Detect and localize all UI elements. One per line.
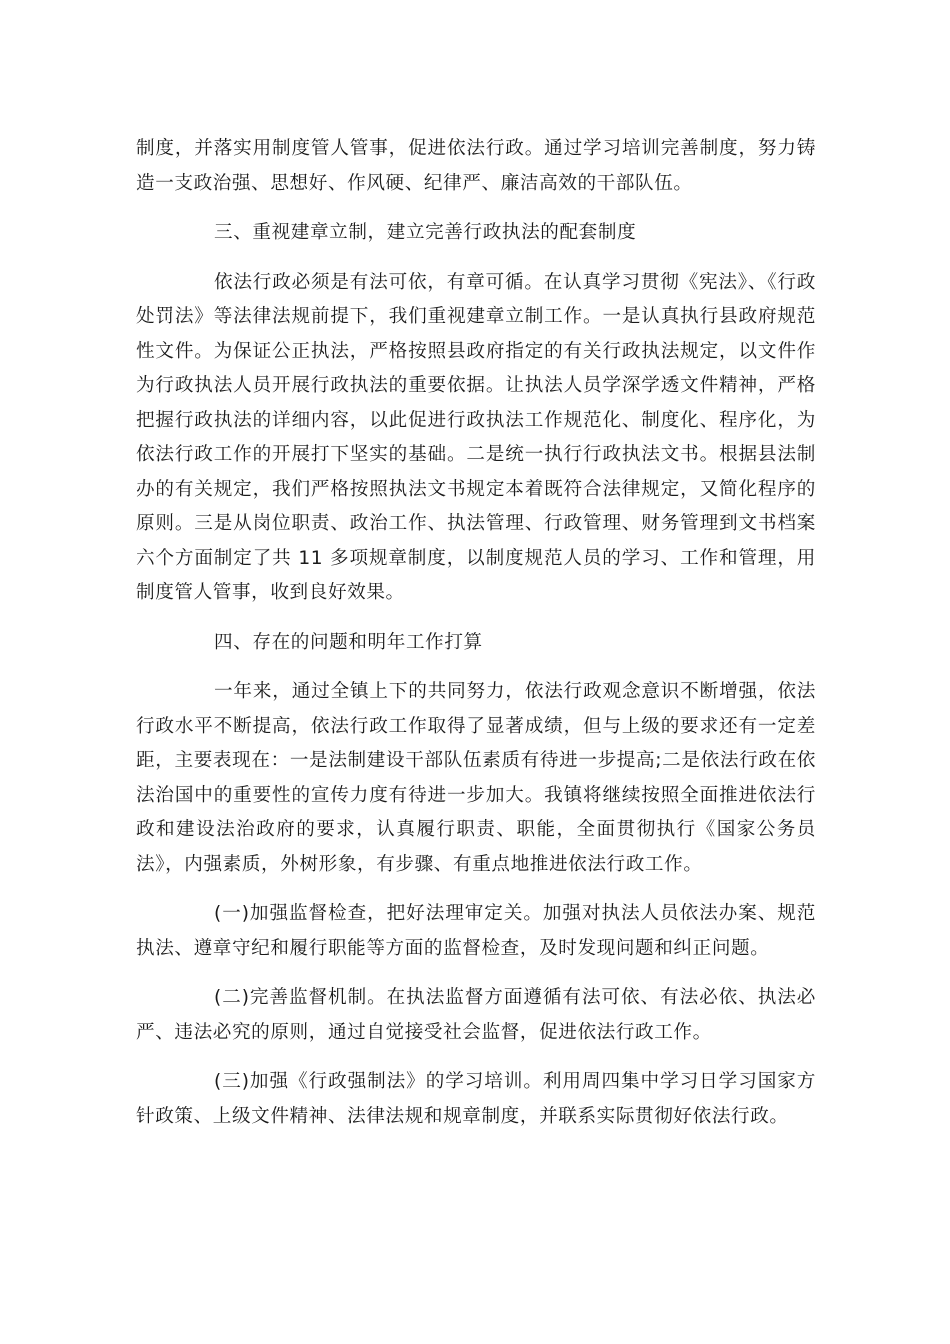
paragraph-item-one: (一)加强监督检查，把好法理审定关。加强对执法人员依法办案、规范执法、遵章守纪和履行职能等方面的监督检查，及时发现问题和纠正问题。 bbox=[136, 903, 816, 959]
paragraph-item-three: (三)加强《行政强制法》的学习培训。利用周四集中学习日学习国家方针政策、上级文件精神、法律法规和规章制度，并联系实际贯彻好依法行政。 bbox=[136, 1071, 816, 1127]
document-body bbox=[136, 132, 816, 1149]
section-heading-three: 三、重视建章立制，建立完善行政执法的配套制度 bbox=[214, 222, 637, 243]
section-heading-four: 四、存在的问题和明年工作打算 bbox=[214, 631, 483, 653]
paragraph-problems: 一年来，通过全镇上下的共同努力，依法行政观念意识不断增强，依法行政水平不断提高，依法行政工作取得了显著成绩，但与上级的要求还有一定差距，主要表现在：一是法制建设干部队伍素质有待进一步提高;二是依法行政在依法治国中的重要性的宣传力度有待进一步加大。我镇将继续按照全面推进依法行政和建设法治政府的要求，认真履行职责、职能，全面贯彻执行《国家公务员法》，内强素质，外树形象，有步骤、有重点地推进依法行政工作。 bbox=[136, 681, 816, 875]
paragraph-item-two: (二)完善监督机制。在执法监督方面遵循有法可依、有法必依、执法必严、违法必究的原则，通过自觉接受社会监督，促进依法行政工作。 bbox=[136, 987, 816, 1043]
paragraph-intro-continuation: 制度，并落实用制度管人管事，促进依法行政。通过学习培训完善制度，努力铸造一支政治强、思想好、作风硬、纪律严、廉洁高效的干部队伍。 bbox=[136, 138, 816, 194]
paragraph-regulations: 依法行政必须是有法可依，有章可循。在认真学习贯彻《宪法》、《行政处罚法》等法律法规前提下，我们重视建章立制工作。一是认真执行县政府规范性文件。为保证公正执法，严格按照县政府指定的有关行政执法规定，以文件作为行政执法人员开展行政执法的重要依据。让执法人员学深学透文件精神，严格把握行政执法的详细内容，以此促进行政执法工作规范化、制度化、程序化，为依法行政工作的开展打下坚实的基础。二是统一执行行政执法文书。根据县法制办的有关规定，我们严格按照执法文书规定本着既符合法律规定，又简化程序的原则。三是从岗位职责、政治工作、执法管理、行政管理、财务管理到文书档案六个方面制定了共 11 多项规章制度，以制度规范人员的学习、工作和管理，用制度管人管事，收到良好效果。 bbox=[136, 271, 816, 603]
